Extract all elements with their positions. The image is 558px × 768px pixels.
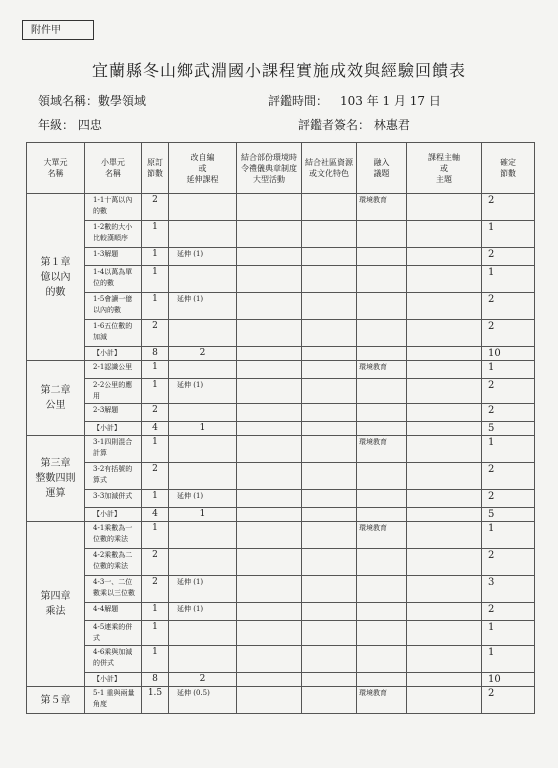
table-row [27, 687, 535, 714]
environment-event-cell [237, 266, 302, 293]
environment-event-cell [237, 422, 302, 436]
integrated-issue [357, 248, 407, 266]
table-row [27, 522, 535, 549]
column-header: 課程主軸 或 主題 [407, 143, 482, 194]
original-periods: 2 [142, 549, 169, 576]
subunit-name: 2-3解題 [85, 404, 142, 422]
community-resource-cell [302, 522, 357, 549]
table-row [27, 404, 535, 422]
integrated-issue [357, 603, 407, 621]
page-title: 宜蘭縣冬山鄉武淵國小課程實施成效與經驗回饋表 [91, 61, 466, 80]
confirmed-periods: 2 [482, 603, 535, 621]
subunit-name: 3-1四則混合計算 [85, 436, 142, 463]
original-periods: 1 [142, 379, 169, 404]
course-theme-cell [407, 508, 482, 522]
original-periods: 8 [142, 347, 169, 361]
confirmed-periods: 1 [482, 436, 535, 463]
extension-course [169, 221, 237, 248]
environment-event-cell [237, 404, 302, 422]
community-resource-cell [302, 603, 357, 621]
extension-course [169, 320, 237, 347]
environment-event-cell [237, 549, 302, 576]
extension-course: 延伸 (1) [169, 293, 237, 320]
subunit-name: 1-5會讀一億以內的數 [85, 293, 142, 320]
environment-event-cell [237, 508, 302, 522]
original-periods: 2 [142, 194, 169, 221]
table-row [27, 320, 535, 347]
unit-name: 第１章 億以內 的數 [27, 194, 85, 361]
confirmed-periods: 2 [482, 320, 535, 347]
table-row [27, 646, 535, 673]
environment-event-cell [237, 621, 302, 646]
environment-event-cell [237, 361, 302, 379]
community-resource-cell [302, 320, 357, 347]
extension-course [169, 194, 237, 221]
extension-course [169, 266, 237, 293]
original-periods: 4 [142, 422, 169, 436]
environment-event-cell [237, 320, 302, 347]
subunit-name: 1-1十萬以內的數 [85, 194, 142, 221]
table-row [27, 293, 535, 320]
community-resource-cell [302, 248, 357, 266]
integrated-issue [357, 221, 407, 248]
extension-course [169, 436, 237, 463]
environment-event-cell [237, 347, 302, 361]
environment-event-cell [237, 221, 302, 248]
environment-event-cell [237, 687, 302, 714]
integrated-issue [357, 646, 407, 673]
original-periods: 4 [142, 508, 169, 522]
community-resource-cell [302, 436, 357, 463]
environment-event-cell [237, 293, 302, 320]
environment-event-cell [237, 463, 302, 490]
integrated-issue [357, 422, 407, 436]
course-theme-cell [407, 361, 482, 379]
community-resource-cell [302, 221, 357, 248]
course-theme-cell [407, 621, 482, 646]
integrated-issue: 環境教育 [357, 436, 407, 463]
confirmed-periods: 2 [482, 293, 535, 320]
subunit-name: 【小計】 [85, 422, 142, 436]
confirmed-periods: 1 [482, 522, 535, 549]
original-periods: 1 [142, 522, 169, 549]
confirmed-periods: 2 [482, 379, 535, 404]
subunit-name: 1-2數的大小比較漢順序 [85, 221, 142, 248]
original-periods: 8 [142, 673, 169, 687]
column-header: 大單元 名稱 [27, 143, 85, 194]
column-header: 小單元 名稱 [85, 143, 142, 194]
subunit-name: 2-1認識公里 [85, 361, 142, 379]
column-header: 融入 議題 [357, 143, 407, 194]
integrated-issue [357, 490, 407, 508]
subunit-name: 1-6五位數的加減 [85, 320, 142, 347]
integrated-issue [357, 266, 407, 293]
confirmed-periods: 2 [482, 549, 535, 576]
table-row [27, 347, 535, 361]
extension-course: 延伸 (1) [169, 379, 237, 404]
table-row [27, 549, 535, 576]
subunit-name: 【小計】 [85, 508, 142, 522]
confirmed-periods: 2 [482, 194, 535, 221]
environment-event-cell [237, 646, 302, 673]
column-header: 確定 節數 [482, 143, 535, 194]
course-theme-cell [407, 673, 482, 687]
environment-event-cell [237, 673, 302, 687]
extension-course [169, 646, 237, 673]
environment-event-cell [237, 522, 302, 549]
subunit-name: 4-4解題 [85, 603, 142, 621]
course-theme-cell [407, 422, 482, 436]
community-resource-cell [302, 646, 357, 673]
original-periods: 1 [142, 293, 169, 320]
community-resource-cell [302, 549, 357, 576]
community-resource-cell [302, 361, 357, 379]
community-resource-cell [302, 490, 357, 508]
community-resource-cell [302, 194, 357, 221]
course-theme-cell [407, 576, 482, 603]
course-theme-cell [407, 404, 482, 422]
integrated-issue [357, 404, 407, 422]
table-row [27, 436, 535, 463]
confirmed-periods: 5 [482, 422, 535, 436]
subunit-name: 【小計】 [85, 347, 142, 361]
extension-course: 延伸 (1) [169, 490, 237, 508]
extension-course: 2 [169, 347, 237, 361]
column-header: 改自編 或 延伸課程 [169, 143, 237, 194]
extension-course: 延伸 (1) [169, 576, 237, 603]
community-resource-cell [302, 379, 357, 404]
subunit-name: 5-1 重與兩量角度 [85, 687, 142, 714]
table-row [27, 463, 535, 490]
table-row [27, 194, 535, 221]
community-resource-cell [302, 621, 357, 646]
extension-course: 延伸 (0.5) [169, 687, 237, 714]
environment-event-cell [237, 603, 302, 621]
environment-event-cell [237, 576, 302, 603]
confirmed-periods: 1 [482, 266, 535, 293]
community-resource-cell [302, 422, 357, 436]
extension-course [169, 621, 237, 646]
course-theme-cell [407, 522, 482, 549]
unit-name: 第四章 乘法 [27, 522, 85, 687]
course-theme-cell [407, 463, 482, 490]
original-periods: 1 [142, 646, 169, 673]
table-row [27, 673, 535, 687]
confirmed-periods: 1 [482, 646, 535, 673]
subunit-name: 3-3加減併式 [85, 490, 142, 508]
table-body [27, 194, 535, 714]
unit-name: 第三章 整數四則 運算 [27, 436, 85, 522]
integrated-issue [357, 576, 407, 603]
table-row [27, 248, 535, 266]
confirmed-periods: 1 [482, 621, 535, 646]
community-resource-cell [302, 576, 357, 603]
integrated-issue [357, 508, 407, 522]
environment-event-cell [237, 379, 302, 404]
course-theme-cell [407, 687, 482, 714]
course-theme-cell [407, 293, 482, 320]
original-periods: 1 [142, 361, 169, 379]
subunit-name: 3-2有括號的算式 [85, 463, 142, 490]
original-periods: 1 [142, 436, 169, 463]
table-row [27, 576, 535, 603]
evaluator-signature: 評鑑者簽名： 林惠君 [298, 118, 410, 132]
integrated-issue [357, 463, 407, 490]
subunit-name: 4-3一、二位數乘以三位數 [85, 576, 142, 603]
course-theme-cell [407, 347, 482, 361]
original-periods: 1 [142, 490, 169, 508]
subunit-name: 1-4以萬為單位的數 [85, 266, 142, 293]
original-periods: 2 [142, 320, 169, 347]
subunit-name: 4-6乘與加減的併式 [85, 646, 142, 673]
course-theme-cell [407, 266, 482, 293]
extension-course: 1 [169, 422, 237, 436]
table-row [27, 621, 535, 646]
course-theme-cell [407, 436, 482, 463]
course-theme-cell [407, 646, 482, 673]
table-row [27, 490, 535, 508]
original-periods: 2 [142, 576, 169, 603]
community-resource-cell [302, 463, 357, 490]
confirmed-periods: 1 [482, 221, 535, 248]
course-theme-cell [407, 248, 482, 266]
table-row [27, 266, 535, 293]
table-row [27, 508, 535, 522]
course-theme-cell [407, 194, 482, 221]
integrated-issue [357, 320, 407, 347]
subunit-name: 【小計】 [85, 673, 142, 687]
unit-name: 第５章 [27, 687, 85, 714]
extension-course: 1 [169, 508, 237, 522]
subunit-name: 2-2公里的應用 [85, 379, 142, 404]
course-theme-cell [407, 221, 482, 248]
original-periods: 1.5 [142, 687, 169, 714]
extension-course [169, 361, 237, 379]
original-periods: 1 [142, 221, 169, 248]
integrated-issue [357, 379, 407, 404]
original-periods: 1 [142, 248, 169, 266]
extension-course [169, 522, 237, 549]
environment-event-cell [237, 490, 302, 508]
environment-event-cell [237, 194, 302, 221]
eval-time-value: 103 年 1 月 17 日 [340, 94, 441, 108]
extension-course [169, 463, 237, 490]
domain-name: 領域名稱：數學領域 [38, 94, 147, 108]
table-row [27, 361, 535, 379]
confirmed-periods: 1 [482, 361, 535, 379]
confirmed-periods: 3 [482, 576, 535, 603]
original-periods: 1 [142, 621, 169, 646]
column-header: 原訂 節數 [142, 143, 169, 194]
community-resource-cell [302, 673, 357, 687]
community-resource-cell [302, 508, 357, 522]
community-resource-cell [302, 293, 357, 320]
confirmed-periods: 5 [482, 508, 535, 522]
evaluation-table [26, 142, 535, 714]
extension-course: 延伸 (1) [169, 248, 237, 266]
grade: 年級： 四忠 [38, 118, 102, 132]
subunit-name: 4-5連乘的併式 [85, 621, 142, 646]
community-resource-cell [302, 347, 357, 361]
original-periods: 1 [142, 603, 169, 621]
extension-course: 延伸 (1) [169, 603, 237, 621]
confirmed-periods: 10 [482, 347, 535, 361]
subunit-name: 1-3解題 [85, 248, 142, 266]
column-header: 結合社區資源或文化特色 [302, 143, 357, 194]
extension-course: 2 [169, 673, 237, 687]
integrated-issue [357, 347, 407, 361]
environment-event-cell [237, 248, 302, 266]
confirmed-periods: 2 [482, 490, 535, 508]
original-periods: 2 [142, 404, 169, 422]
header-row [27, 143, 535, 194]
subunit-name: 4-1乘數為一位數的乘法 [85, 522, 142, 549]
course-theme-cell [407, 490, 482, 508]
environment-event-cell [237, 436, 302, 463]
extension-course [169, 549, 237, 576]
community-resource-cell [302, 266, 357, 293]
original-periods: 2 [142, 463, 169, 490]
table-row [27, 603, 535, 621]
subunit-name: 4-2乘數為二位數的乘法 [85, 549, 142, 576]
extension-course [169, 404, 237, 422]
confirmed-periods: 10 [482, 673, 535, 687]
table-row [27, 422, 535, 436]
integrated-issue [357, 293, 407, 320]
community-resource-cell [302, 404, 357, 422]
integrated-issue [357, 549, 407, 576]
course-theme-cell [407, 320, 482, 347]
column-header: 結合部份環境時令禮儀典章制度大型活動 [237, 143, 302, 194]
confirmed-periods: 2 [482, 687, 535, 714]
course-theme-cell [407, 603, 482, 621]
integrated-issue: 環境教育 [357, 687, 407, 714]
table-row [27, 221, 535, 248]
integrated-issue [357, 621, 407, 646]
table-row [27, 379, 535, 404]
integrated-issue [357, 673, 407, 687]
course-theme-cell [407, 379, 482, 404]
confirmed-periods: 2 [482, 463, 535, 490]
original-periods: 1 [142, 266, 169, 293]
attachment-label: 附件甲 [22, 20, 94, 40]
community-resource-cell [302, 687, 357, 714]
unit-name: 第二章 公里 [27, 361, 85, 436]
confirmed-periods: 2 [482, 248, 535, 266]
integrated-issue: 環境教育 [357, 361, 407, 379]
integrated-issue: 環境教育 [357, 194, 407, 221]
integrated-issue: 環境教育 [357, 522, 407, 549]
eval-time-label: 評鑑時間： [268, 94, 329, 108]
course-theme-cell [407, 549, 482, 576]
confirmed-periods: 2 [482, 404, 535, 422]
